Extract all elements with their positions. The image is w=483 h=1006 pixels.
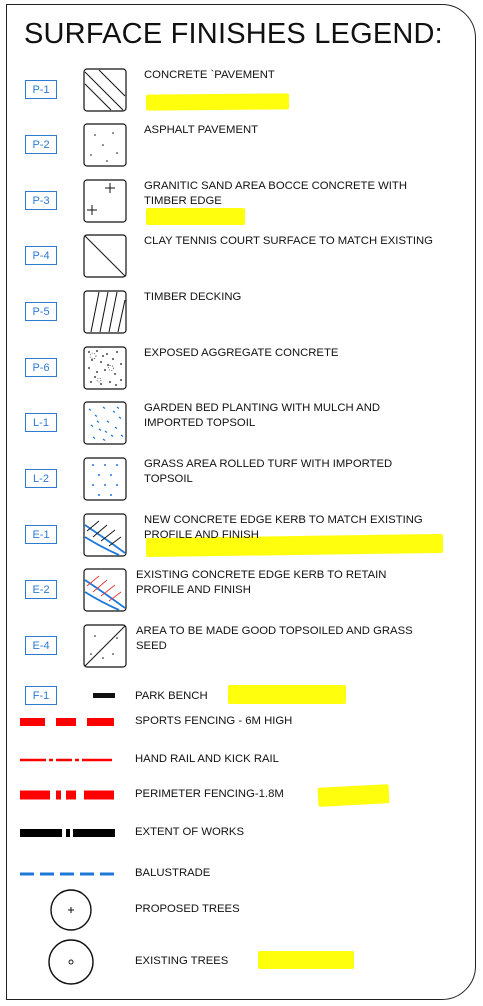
- finish-label: GRANITIC SAND AREA BOCCE CONCRETE WITH TIMBER EDGE: [144, 180, 407, 207]
- finish-label: EXPOSED AGGREGATE CONCRETE: [144, 347, 339, 359]
- dot: [98, 494, 100, 496]
- swatch-border: [84, 291, 126, 333]
- dot: [92, 464, 94, 466]
- line-segment: [56, 791, 61, 800]
- finish-swatch-existing-kerb-curve: [83, 568, 127, 612]
- finish-code-badge: L-2: [25, 469, 57, 488]
- line-segment: [56, 759, 72, 762]
- line-segment: [87, 718, 114, 726]
- line-sample-extent-works: [20, 826, 120, 840]
- dot: [91, 359, 93, 361]
- finish-label: NEW CONCRETE EDGE KERB TO MATCH EXISTING PROFILE AND FINISH: [144, 514, 423, 541]
- dot: [94, 376, 96, 378]
- line-segment: [73, 829, 115, 837]
- dot: [112, 132, 114, 134]
- line-label: EXTENT OF WORKS: [135, 826, 245, 838]
- dot: [116, 464, 118, 466]
- dot: [90, 653, 92, 655]
- dot: [106, 160, 108, 162]
- finish-label: GRASS AREA ROLLED TURF WITH IMPORTED TOPSOIL: [144, 458, 393, 485]
- finish-label: GARDEN BED PLANTING WITH MULCH AND IMPORTED TOPSOIL: [144, 402, 381, 429]
- line-segment: [84, 791, 114, 800]
- finish-swatch-aggregate-speckle: [83, 346, 127, 390]
- line-label: BALUSTRADE: [135, 867, 211, 879]
- finish-label: PARK BENCH: [135, 690, 208, 702]
- finish-label: CLAY TENNIS COURT SURFACE TO MATCH EXISTING: [144, 235, 433, 247]
- line-segment: [60, 873, 74, 876]
- highlight-mark: [146, 93, 289, 110]
- highlight-mark: [258, 951, 354, 969]
- finish-code-badge: P-4: [25, 246, 57, 265]
- line-label: PERIMETER FENCING-1.8M: [135, 788, 284, 800]
- line-sample-sports-fence: [20, 715, 120, 729]
- dot: [94, 635, 96, 637]
- legend-panel: [6, 4, 476, 1000]
- dot: [107, 364, 109, 366]
- line-sample-hand-rail: [20, 753, 120, 767]
- dot: [116, 484, 118, 486]
- tree-label: PROPOSED TREES: [135, 903, 240, 915]
- finish-code-badge: E-2: [25, 580, 57, 599]
- dot: [104, 464, 106, 466]
- swatch-border: [84, 180, 126, 222]
- finish-swatch-clay-diagonal: [83, 234, 127, 278]
- finish-swatch-make-good-diagonal: [83, 624, 127, 668]
- dot: [120, 363, 122, 365]
- highlight-mark: [146, 208, 245, 225]
- dot: [102, 144, 104, 146]
- dot: [90, 154, 92, 156]
- dot: [109, 381, 111, 383]
- dot: [96, 350, 98, 352]
- line-segment: [20, 829, 62, 837]
- dot: [104, 369, 106, 371]
- finish-label: ASPHALT PAVEMENT: [144, 124, 259, 136]
- dot: [116, 637, 118, 639]
- line-sample-perimeter-fence: [20, 788, 120, 802]
- dot: [106, 353, 108, 355]
- dot: [116, 152, 118, 154]
- finish-code-badge: P-1: [25, 80, 57, 99]
- line-segment: [20, 718, 45, 726]
- finish-swatch-granitic-crosses: [83, 179, 127, 223]
- line-segment: [20, 791, 50, 800]
- finish-code-badge: P-2: [25, 135, 57, 154]
- finish-label: EXISTING CONCRETE EDGE KERB TO RETAIN PROFILE AND FINISH: [136, 569, 387, 596]
- finish-swatch-garden-bed-blue-speckle: [83, 401, 127, 445]
- tree-symbol-dot-circle: [47, 938, 95, 986]
- dot: [92, 484, 94, 486]
- legend-title: SURFACE FINISHES LEGEND:: [24, 18, 443, 50]
- finish-code-badge: L-1: [25, 413, 57, 432]
- line-segment: [49, 759, 53, 762]
- dot: [102, 355, 104, 357]
- dot: [90, 381, 92, 383]
- line-segment: [66, 829, 70, 837]
- line-segment: [40, 873, 54, 876]
- tree-label: EXISTING TREES: [135, 955, 229, 967]
- finish-code-badge: E-4: [25, 636, 57, 655]
- swatch-border: [84, 347, 126, 389]
- finish-swatch-bench-bar: [83, 673, 127, 717]
- line-segment: [100, 873, 114, 876]
- dot: [116, 351, 118, 353]
- finish-label: TIMBER DECKING: [144, 291, 242, 303]
- bench-symbol: [93, 693, 115, 698]
- tree-symbol-plus-circle: [47, 886, 95, 934]
- finish-code-badge: F-1: [25, 686, 57, 705]
- highlight-mark: [318, 784, 390, 807]
- line-segment: [56, 718, 76, 726]
- dot: [104, 484, 106, 486]
- finish-code-badge: P-5: [25, 302, 57, 321]
- dot: [112, 358, 114, 360]
- dot: [114, 373, 116, 375]
- dot: [110, 474, 112, 476]
- finish-code-badge: E-1: [25, 525, 57, 544]
- line-sample-balustrade: [20, 867, 120, 881]
- line-label: HAND RAIL AND KICK RAIL: [135, 753, 279, 765]
- dot: [115, 384, 117, 386]
- dot: [88, 351, 90, 353]
- line-segment: [20, 759, 46, 762]
- finish-label: CONCRETE `PAVEMENT: [144, 69, 275, 81]
- finish-label: AREA TO BE MADE GOOD TOPSOILED AND GRASS SEED: [136, 625, 413, 652]
- line-segment: [82, 759, 112, 762]
- dot: [98, 474, 100, 476]
- finish-swatch-asphalt-dots: [83, 123, 127, 167]
- dot: [112, 653, 114, 655]
- line-segment: [20, 873, 34, 876]
- finish-swatch-new-kerb-curve: [83, 513, 127, 557]
- finish-code-badge: P-3: [25, 191, 57, 210]
- line-label: SPORTS FENCING - 6M HIGH: [135, 715, 293, 727]
- finish-swatch-timber-slants: [83, 290, 127, 334]
- finish-swatch-concrete-pavement-hatch: [83, 68, 127, 112]
- dot: [110, 494, 112, 496]
- dot: [88, 367, 90, 369]
- tree-circle: [49, 940, 93, 984]
- line-segment: [75, 759, 79, 762]
- finish-code-badge: P-6: [25, 358, 57, 377]
- dot: [102, 657, 104, 659]
- line-segment: [80, 873, 94, 876]
- dot: [120, 379, 122, 381]
- dot: [100, 383, 102, 385]
- finish-swatch-grass-blue-dots: [83, 457, 127, 501]
- swatch-border: [84, 124, 126, 166]
- highlight-mark: [228, 685, 346, 704]
- line-segment: [66, 791, 76, 800]
- dot: [94, 134, 96, 136]
- dot: [96, 371, 98, 373]
- dot: [100, 361, 102, 363]
